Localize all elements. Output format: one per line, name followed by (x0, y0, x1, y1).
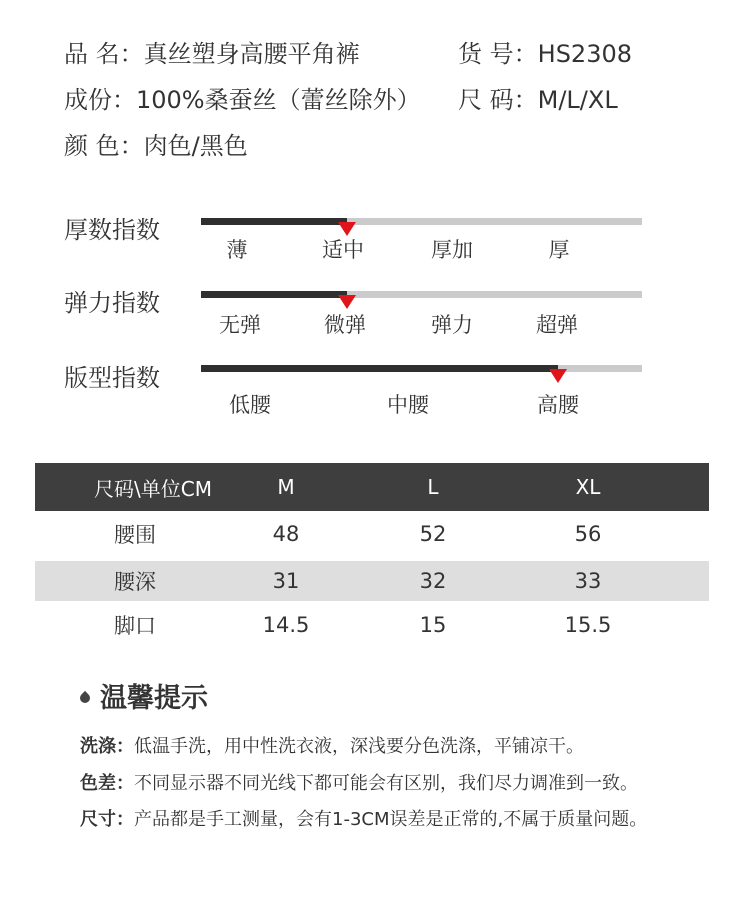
table-cell: 脚口 (114, 614, 156, 638)
size-table-header-cell: 尺码\单位CM (94, 476, 212, 501)
product-sku-value: HS2308 (537, 40, 632, 68)
product-sku-label: 货 号： (458, 40, 538, 68)
tip-size-label: 尺寸： (80, 809, 134, 830)
index-thickness-tick: 厚加 (431, 238, 473, 262)
product-name-value: 真丝塑身高腰平角裤 (143, 40, 360, 68)
index-thickness-label: 厚数指数 (64, 216, 160, 244)
tip-color (80, 769, 638, 795)
index-thickness-tick: 厚 (548, 238, 570, 262)
index-elasticity-tick: 无弹 (219, 313, 261, 337)
table-cell: 56 (574, 522, 602, 546)
tip-wash-label: 洗涤： (80, 736, 134, 757)
index-elasticity-tick: 超弹 (536, 313, 578, 337)
droplet-icon (78, 690, 92, 704)
tip-size-text: 产品都是手工测量，会有1-3CM误差是正常的,不属于质量问题。 (134, 809, 648, 830)
index-fit-tick: 高腰 (537, 393, 579, 417)
index-thickness-fill (201, 218, 347, 225)
tip-color-label: 色差： (80, 773, 134, 794)
index-thickness-tick: 适中 (322, 238, 364, 262)
tips-title-text: 温馨提示 (100, 683, 208, 714)
table-cell: 31 (272, 569, 300, 593)
size-table-header-cell: M (277, 475, 295, 499)
index-elasticity-tick: 弹力 (431, 313, 473, 337)
index-fit-marker-icon (549, 369, 567, 383)
product-material-row (64, 80, 421, 115)
product-size-label: 尺 码： (458, 86, 538, 114)
table-cell: 15 (419, 613, 447, 637)
table-cell: 腰深 (114, 570, 156, 594)
table-cell: 腰围 (114, 523, 156, 547)
tip-size (80, 805, 647, 831)
tips-title (80, 676, 208, 715)
table-cell: 48 (272, 522, 300, 546)
table-cell: 52 (419, 522, 447, 546)
index-elasticity-label: 弹力指数 (64, 289, 160, 317)
index-thickness-tick: 薄 (226, 238, 248, 262)
product-color-label: 颜 色： (64, 132, 144, 160)
index-elasticity-marker-icon (338, 295, 356, 309)
product-material-value: 100%桑蚕丝（蕾丝除外） (136, 86, 421, 114)
table-row (35, 514, 709, 554)
index-fit-bar (201, 365, 642, 372)
table-cell: 33 (574, 569, 602, 593)
size-table-header-cell: L (427, 475, 439, 499)
index-elasticity-tick: 微弹 (324, 313, 366, 337)
index-fit-tick: 低腰 (229, 393, 271, 417)
tip-wash (80, 732, 584, 758)
product-sku-row (458, 34, 632, 69)
table-cell: 14.5 (262, 613, 310, 637)
table-cell: 32 (419, 569, 447, 593)
index-elasticity-bar (201, 291, 642, 298)
index-elasticity-fill (201, 291, 347, 298)
size-table-header-cell: XL (575, 475, 601, 499)
product-color-value: 肉色/黑色 (143, 132, 248, 160)
product-name-label: 品 名： (64, 40, 144, 68)
index-thickness-bar (201, 218, 642, 225)
tip-color-text: 不同显示器不同光线下都可能会有区别，我们尽力调准到一致。 (134, 773, 638, 794)
product-material-label: 成份： (64, 86, 136, 114)
index-fit-fill (201, 365, 558, 372)
product-size-row (458, 80, 618, 115)
product-name-row (64, 34, 360, 69)
table-cell: 15.5 (564, 613, 612, 637)
table-row (35, 605, 709, 645)
tip-wash-text: 低温手洗，用中性洗衣液，深浅要分色洗涤，平铺凉干。 (134, 736, 584, 757)
size-table-header (35, 463, 709, 511)
table-row (35, 561, 709, 601)
index-fit-label: 版型指数 (64, 364, 160, 392)
product-color-row (64, 126, 248, 161)
index-fit-tick: 中腰 (387, 393, 429, 417)
product-size-value: M/L/XL (537, 86, 618, 114)
